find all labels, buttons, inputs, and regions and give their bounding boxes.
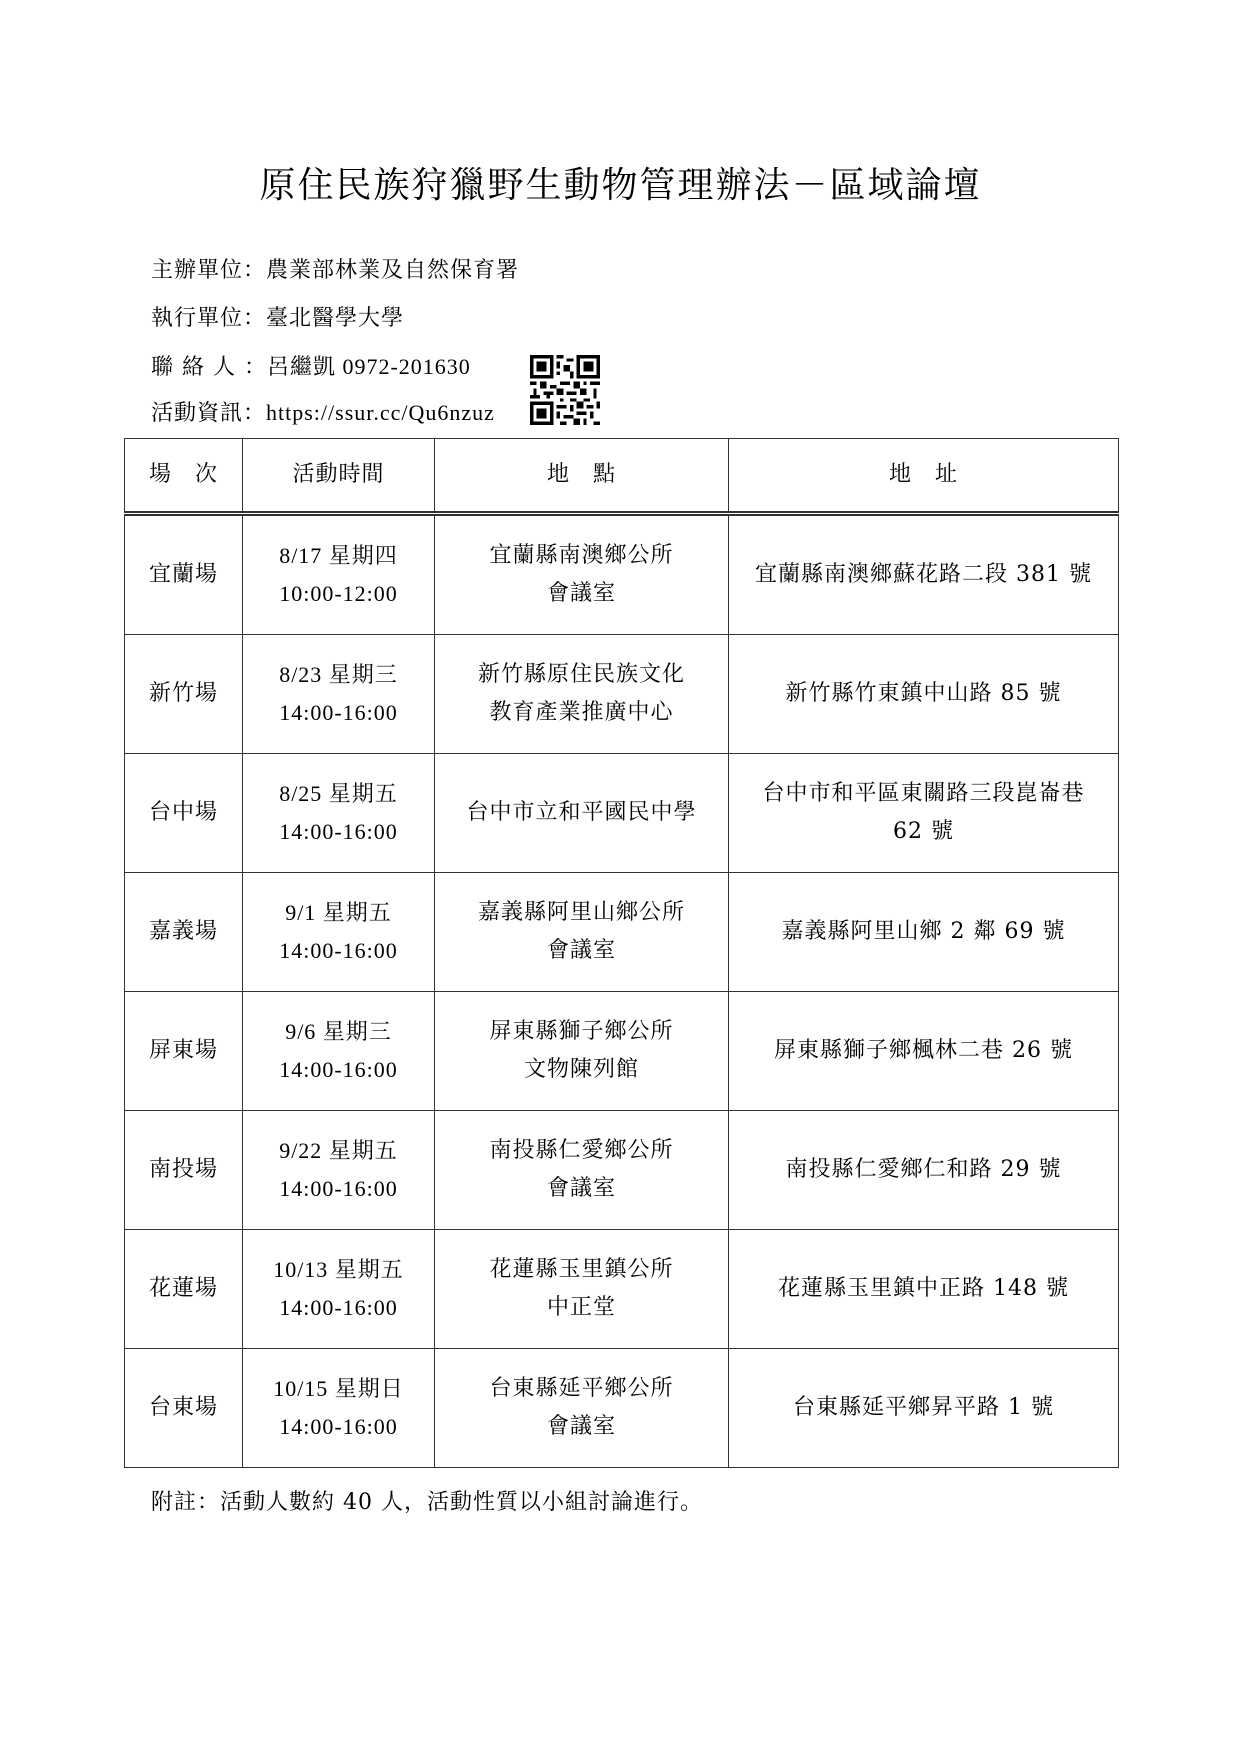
address-cell	[729, 1230, 1119, 1349]
contact-value: 呂繼凱 0972-201630	[266, 354, 471, 379]
datetime-cell-line: 14:00-16:00	[279, 1057, 398, 1082]
venue-cell-line: 文物陳列館	[523, 1057, 639, 1082]
contact-line	[151, 352, 471, 383]
venue-cell-line: 宜蘭縣南澳鄉公所	[489, 543, 674, 568]
venue-cell-line: 台中市立和平國民中學	[466, 800, 697, 825]
venue-cell-line: 新竹縣原住民族文化	[477, 662, 685, 687]
session-cell-line: 宜蘭場	[148, 562, 218, 587]
datetime-cell-line: 14:00-16:00	[279, 700, 398, 725]
table-row	[125, 1230, 1119, 1349]
datetime-cell-line: 9/22 星期五	[279, 1138, 398, 1163]
venue-cell-line: 會議室	[546, 938, 616, 963]
datetime-cell-line: 9/6 星期三	[285, 1019, 392, 1044]
venue-cell-line: 屏東縣獅子鄉公所	[489, 1019, 674, 1044]
datetime-cell-line: 14:00-16:00	[279, 1176, 398, 1201]
address-cell-line: 屏東縣獅子鄉楓林二巷 26 號	[774, 1038, 1073, 1063]
datetime-cell	[243, 1349, 435, 1468]
address-cell	[729, 635, 1119, 754]
address-cell	[729, 1349, 1119, 1468]
datetime-cell-line: 14:00-16:00	[279, 1295, 398, 1320]
datetime-cell	[243, 514, 435, 635]
venue-cell	[435, 992, 729, 1111]
session-cell	[125, 1349, 243, 1468]
venue-cell-line: 教育產業推廣中心	[489, 700, 674, 725]
address-cell	[729, 873, 1119, 992]
venue-cell-line: 會議室	[546, 581, 616, 606]
datetime-cell	[243, 873, 435, 992]
session-cell	[125, 873, 243, 992]
session-cell-line: 台東場	[148, 1395, 218, 1420]
organizer-label: 主辦單位：	[151, 258, 267, 283]
table-row	[125, 1349, 1119, 1468]
session-cell-line: 花蓮場	[148, 1276, 218, 1301]
schedule-table	[124, 438, 1119, 1468]
venue-cell-line: 台東縣延平鄉公所	[489, 1376, 674, 1401]
session-cell	[125, 1111, 243, 1230]
venue-cell	[435, 1111, 729, 1230]
address-cell	[729, 754, 1119, 873]
organizer-line	[151, 256, 519, 286]
qr-code-icon[interactable]	[530, 354, 600, 426]
address-cell	[729, 1111, 1119, 1230]
footnote: 附註：活動人數約 40 人，活動性質以小組討論進行。	[151, 1490, 703, 1515]
venue-cell-line: 會議室	[546, 1176, 616, 1201]
venue-cell	[435, 635, 729, 754]
session-cell-line: 新竹場	[148, 681, 218, 706]
table-row	[125, 1111, 1119, 1230]
session-cell	[125, 754, 243, 873]
datetime-cell	[243, 992, 435, 1111]
datetime-cell	[243, 1230, 435, 1349]
table-row	[125, 754, 1119, 873]
datetime-cell-line: 14:00-16:00	[279, 938, 398, 963]
venue-cell	[435, 754, 729, 873]
session-cell-line: 嘉義場	[148, 919, 218, 944]
executor-label: 執行單位：	[151, 306, 267, 331]
datetime-cell-line: 10/15 星期日	[273, 1376, 404, 1401]
venue-cell-line: 會議室	[546, 1414, 616, 1439]
address-cell-line: 台中市和平區東關路三段崑崙巷	[762, 781, 1085, 806]
address-cell-line: 南投縣仁愛鄉仁和路 29 號	[785, 1157, 1062, 1182]
header-venue: 地 點	[435, 439, 729, 514]
venue-cell-line: 花蓮縣玉里鎮公所	[489, 1257, 674, 1282]
session-cell	[125, 514, 243, 635]
table-row	[125, 992, 1119, 1111]
datetime-cell-line: 8/25 星期五	[279, 781, 398, 806]
datetime-cell-line: 9/1 星期五	[285, 900, 392, 925]
datetime-cell-line: 10/13 星期五	[273, 1257, 404, 1282]
session-cell-line: 台中場	[148, 800, 218, 825]
table-row	[125, 635, 1119, 754]
activity-line	[151, 398, 495, 429]
address-cell	[729, 514, 1119, 635]
venue-cell-line: 中正堂	[546, 1295, 616, 1320]
address-cell-line: 台東縣延平鄉昇平路 1 號	[793, 1395, 1054, 1420]
table-row	[125, 873, 1119, 992]
venue-cell	[435, 1230, 729, 1349]
datetime-cell-line: 10:00-12:00	[279, 581, 398, 606]
datetime-cell-line: 8/17 星期四	[279, 543, 398, 568]
executor-line	[151, 304, 404, 334]
header-session: 場 次	[125, 439, 243, 514]
header-time: 活動時間	[243, 439, 435, 514]
datetime-cell-line: 14:00-16:00	[279, 819, 398, 844]
contact-label: 聯 絡 人 ：	[151, 355, 267, 380]
table-header-row	[125, 439, 1119, 514]
address-cell-line: 新竹縣竹東鎮中山路 85 號	[785, 681, 1062, 706]
venue-cell-line: 南投縣仁愛鄉公所	[489, 1138, 674, 1163]
activity-url-link[interactable]: https://ssur.cc/Qu6nzuz	[266, 400, 495, 425]
datetime-cell-line: 8/23 星期三	[279, 662, 398, 687]
session-cell	[125, 992, 243, 1111]
page-title: 原住民族狩獵野生動物管理辦法－區域論壇	[259, 165, 982, 206]
venue-cell	[435, 1349, 729, 1468]
organizer-value: 農業部林業及自然保育署	[266, 258, 520, 283]
address-cell	[729, 992, 1119, 1111]
header-address: 地 址	[729, 439, 1119, 514]
address-cell-line: 宜蘭縣南澳鄉蘇花路二段 381 號	[755, 562, 1092, 587]
session-cell	[125, 635, 243, 754]
activity-label: 活動資訊：	[151, 401, 267, 426]
session-cell	[125, 1230, 243, 1349]
venue-cell	[435, 873, 729, 992]
datetime-cell	[243, 1111, 435, 1230]
venue-cell	[435, 514, 729, 635]
venue-cell-line: 嘉義縣阿里山鄉公所	[477, 900, 685, 925]
table-row	[125, 514, 1119, 635]
executor-value: 臺北醫學大學	[266, 306, 405, 331]
session-cell-line: 屏東場	[148, 1038, 218, 1063]
datetime-cell	[243, 754, 435, 873]
datetime-cell-line: 14:00-16:00	[279, 1414, 398, 1439]
datetime-cell	[243, 635, 435, 754]
address-cell-line: 花蓮縣玉里鎮中正路 148 號	[778, 1276, 1069, 1301]
session-cell-line: 南投場	[148, 1157, 218, 1182]
address-cell-line: 62 號	[893, 819, 954, 844]
address-cell-line: 嘉義縣阿里山鄉 2 鄰 69 號	[781, 919, 1066, 944]
